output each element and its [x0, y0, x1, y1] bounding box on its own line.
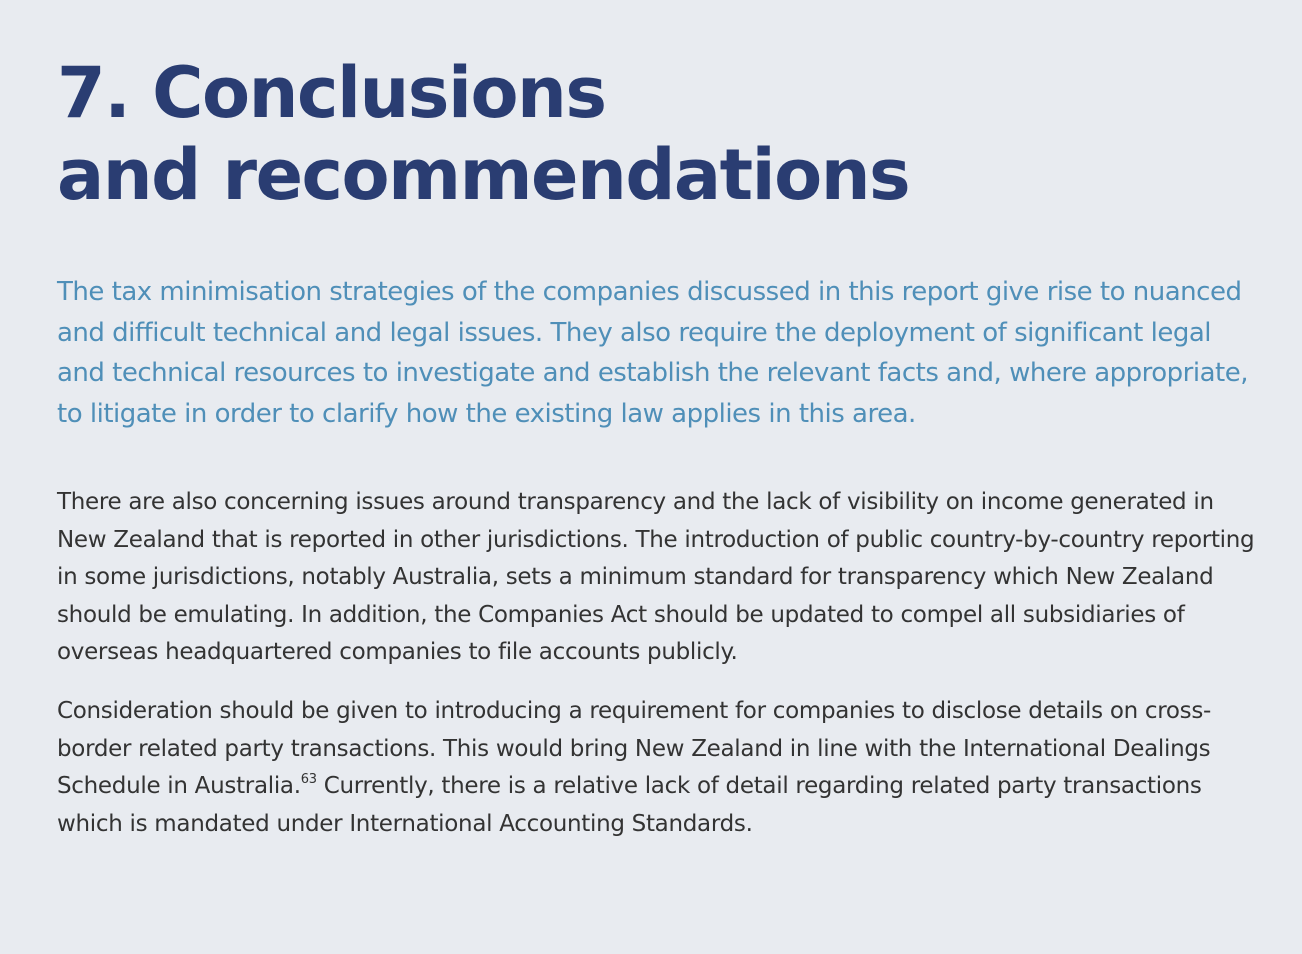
- section-title-line-2: and recommendations: [57, 134, 910, 216]
- body-paragraph-related-party-text: Consideration should be given to introducing a requirement for companies to disclose details on cross-border related party transactions. This would bring New Zealand in line with the International Dealings Schedule in Australia.: [57, 697, 1212, 800]
- body-paragraph-related-party-text-cont: Currently, there is a relative lack of detail regarding related party transactions which is mandated under International Accounting Standards.: [57, 773, 1202, 837]
- body-paragraph-transparency: There are also concerning issues around transparency and the lack of visibility on income generated in New Zealand that is reported in other jurisdictions. The introduction of public country-by-country reporting in some jurisdictions, notably Australia, sets a minimum standard for transparency which New Zealand should be emulating. In addition, the Companies Act should be updated to compel all subsidiaries of overseas headquartered companies to file accounts publicly.: [57, 489, 1255, 666]
- footnote-reference: 63: [300, 771, 317, 787]
- body-paragraph-related-party: [57, 693, 1257, 843]
- section-title-line-1: 7. Conclusions: [57, 52, 606, 134]
- lead-paragraph: The tax minimisation strategies of the companies discussed in this report give rise to nuanced and difficult technical and legal issues. They also require the deployment of significant legal and technical resources to investigate and establish the relevant facts and, where appropriate, to litigate in order to clarify how the existing law applies in this area.: [57, 277, 1248, 429]
- section-title: [57, 52, 1262, 216]
